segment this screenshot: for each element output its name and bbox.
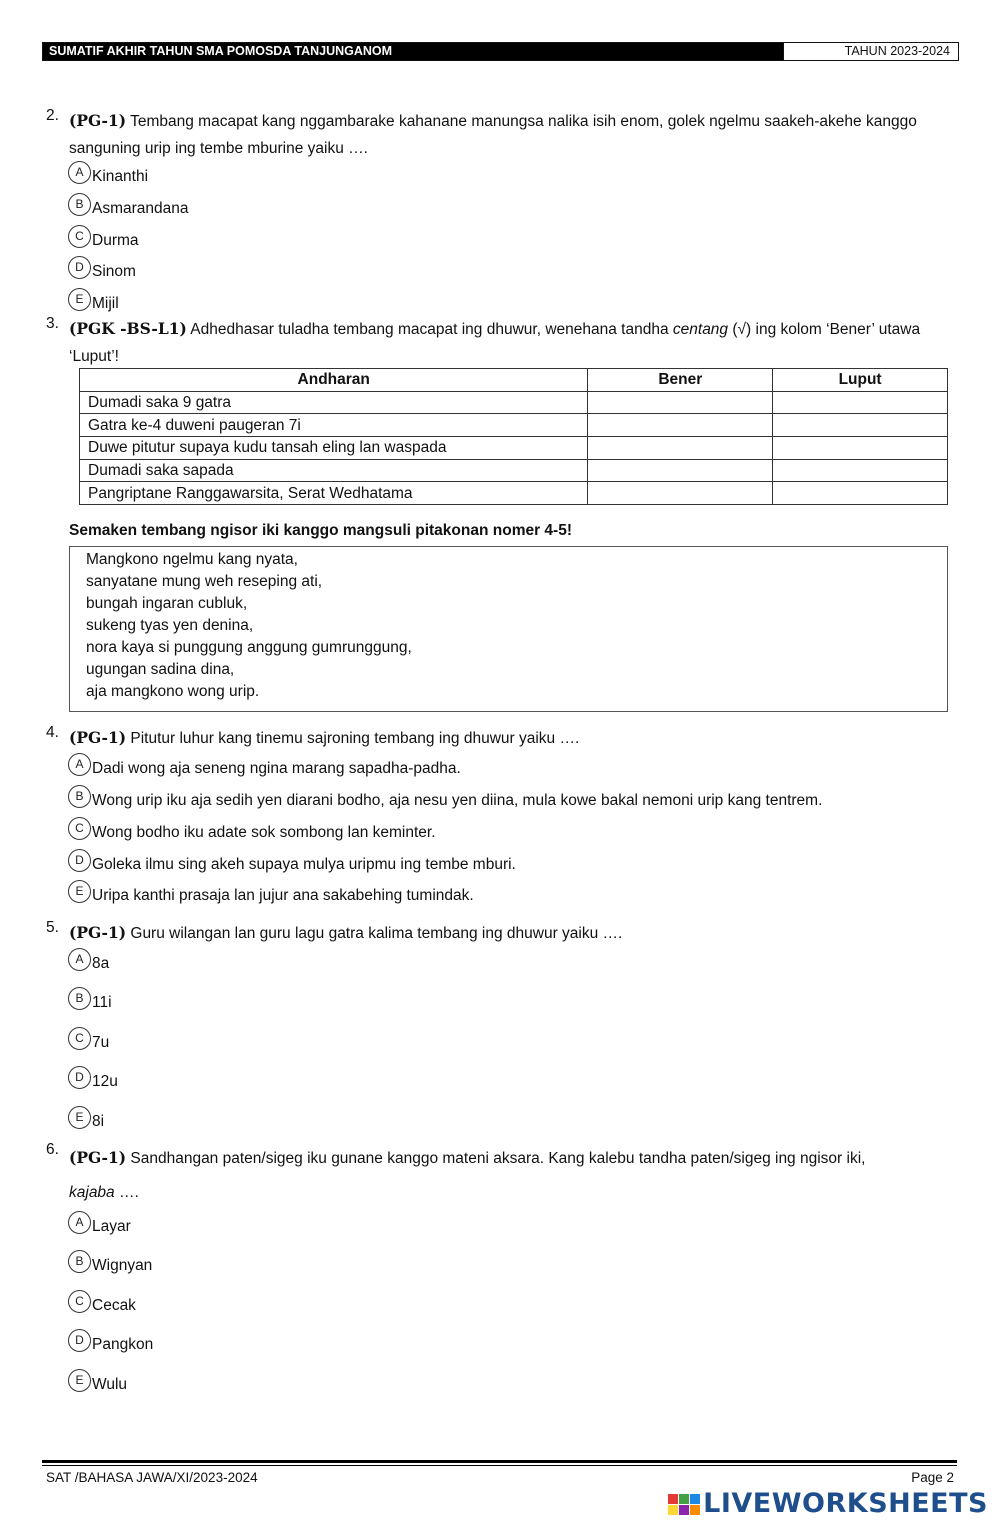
option-d[interactable] [68, 262, 136, 288]
option-e[interactable] [68, 1112, 104, 1138]
option-a[interactable] [68, 1217, 131, 1243]
table-row [80, 414, 948, 437]
option-d[interactable] [68, 1335, 153, 1361]
option-e[interactable] [68, 1375, 127, 1401]
table-row [80, 482, 948, 505]
option-c[interactable] [68, 231, 139, 257]
poem-line: ugungan sadina dina, [86, 661, 235, 678]
option-text: 11i [92, 994, 112, 1011]
option-d[interactable] [68, 1072, 118, 1098]
option-circle[interactable]: B [68, 1250, 91, 1273]
option-d[interactable] [68, 855, 516, 881]
question-text [69, 1141, 958, 1210]
question-5 [46, 919, 958, 947]
statement-cell: Dumadi saka 9 gatra [80, 391, 588, 414]
luput-cell[interactable] [773, 391, 948, 414]
luput-cell[interactable] [773, 459, 948, 482]
option-text: 12u [92, 1073, 118, 1090]
option-text: Asmarandana [92, 200, 189, 217]
option-circle[interactable]: E [68, 1106, 91, 1129]
option-text: 8i [92, 1113, 105, 1130]
option-text: Durma [92, 232, 139, 249]
poem-line: sukeng tyas yen denina, [86, 617, 254, 634]
option-circle[interactable]: C [68, 817, 91, 840]
option-circle[interactable]: C [68, 1027, 91, 1050]
question-body-end: …. [114, 1184, 139, 1201]
luput-cell[interactable] [773, 482, 948, 505]
option-text: Mijil [92, 295, 119, 312]
table-row [80, 459, 948, 482]
logo-square [690, 1505, 700, 1515]
page-header [42, 42, 959, 61]
column-header-andharan: Andharan [80, 369, 588, 392]
table-row [80, 437, 948, 460]
option-b[interactable] [68, 1256, 152, 1282]
option-circle[interactable]: A [68, 1211, 91, 1234]
question-body: Guru wilangan lan guru lagu gatra kalima tembang ing dhuwur yaiku …. [126, 925, 623, 942]
question-text [69, 919, 958, 947]
poem-line: bungah ingaran cubluk, [86, 595, 248, 612]
option-c[interactable] [68, 1296, 136, 1322]
option-text: Layar [92, 1218, 131, 1235]
statement-table [79, 368, 948, 505]
option-circle[interactable]: D [68, 256, 91, 279]
question-code: (PG-1) [69, 111, 127, 130]
header-title: SUMATIF AKHIR TAHUN SMA POMOSDA TANJUNGANOM [43, 43, 783, 60]
question-number: 4. [46, 724, 59, 741]
liveworksheets-text: LIVEWORKSHEETS [703, 1488, 988, 1519]
option-text: Dadi wong aja seneng ngina marang sapadha-padha. [92, 760, 461, 777]
question-number: 2. [46, 107, 59, 124]
option-circle[interactable]: E [68, 880, 91, 903]
option-a[interactable] [68, 954, 109, 980]
option-e[interactable] [68, 886, 474, 912]
option-circle[interactable]: A [68, 161, 91, 184]
question-italic: kajaba [69, 1184, 115, 1201]
logo-square [668, 1494, 678, 1504]
footer-rule [42, 1460, 957, 1463]
footer-rule-thin [42, 1465, 957, 1466]
question-text [69, 315, 958, 370]
option-b[interactable] [68, 791, 822, 817]
logo-square [679, 1494, 689, 1504]
option-text: Wulu [92, 1376, 128, 1393]
option-circle[interactable]: D [68, 1329, 91, 1352]
poem-line: sanyatane mung weh reseping ati, [86, 573, 323, 590]
question-number: 3. [46, 315, 59, 332]
statement-cell: Dumadi saka sapada [80, 459, 588, 482]
question-body: Sandhangan paten/sigeg iku gunane kanggo mateni aksara. Kang kalebu tandha paten/sigeg ing ngisor iki, [126, 1150, 866, 1167]
footer-course: SAT /BAHASA JAWA/XI/2023-2024 [46, 1470, 258, 1485]
option-text: Wong bodho iku adate sok sombong lan keminter. [92, 824, 436, 841]
statement-cell: Pangriptane Ranggawarsita, Serat Wedhatama [80, 482, 588, 505]
option-text: Wong urip iku aja sedih yen diarani bodho, aja nesu yen diina, mula kowe bakal nemoni urip kang tentrem. [92, 792, 823, 809]
question-4 [46, 724, 958, 752]
poem-line: Mangkono ngelmu kang nyata, [86, 551, 298, 568]
option-text: 8a [92, 955, 110, 972]
luput-cell[interactable] [773, 414, 948, 437]
option-b[interactable] [68, 993, 112, 1019]
question-italic: centang [672, 321, 729, 338]
option-circle[interactable]: B [68, 193, 91, 216]
option-circle[interactable]: C [68, 1290, 91, 1313]
question-code: (PG-1) [69, 728, 127, 747]
poem-line: aja mangkono wong urip. [86, 683, 260, 700]
table-row [80, 391, 948, 414]
option-circle[interactable]: D [68, 1066, 91, 1089]
option-text: Cecak [92, 1297, 136, 1314]
option-text: 7u [92, 1034, 110, 1051]
option-b[interactable] [68, 199, 189, 225]
option-text: Goleka ilmu sing akeh supaya mulya uripmu ing tembe mburi. [92, 856, 516, 873]
question-body: Pitutur luhur kang tinemu sajroning tembang ing dhuwur yaiku …. [126, 730, 580, 747]
table-header-row [80, 369, 948, 392]
option-a[interactable] [68, 759, 461, 785]
column-header-luput: Luput [773, 369, 948, 392]
question-code: (PG-1) [69, 1148, 127, 1167]
option-c[interactable] [68, 1033, 109, 1059]
question-number: 6. [46, 1141, 59, 1158]
bener-cell[interactable] [588, 391, 773, 414]
option-text: Uripa kanthi prasaja lan jujur ana sakabehing tumindak. [92, 887, 474, 904]
bener-cell[interactable] [588, 437, 773, 460]
option-a[interactable] [68, 167, 148, 193]
bener-cell[interactable] [588, 482, 773, 505]
option-text: Wignyan [92, 1257, 153, 1274]
question-body: Tembang macapat kang nggambarake kahanane manungsa nalika isih enom, golek ngelmu saakeh-akehe kanggo sanguning urip ing tembe mburine yaiku …. [69, 113, 917, 157]
option-circle[interactable]: E [68, 288, 91, 311]
question-6 [46, 1141, 958, 1210]
question-body: Adhedhasar tuladha tembang macapat ing dhuwur, wenehana tandha [186, 321, 673, 338]
statement-cell: Duwe pitutur supaya kudu tansah eling lan waspada [80, 437, 588, 460]
option-circle[interactable]: A [68, 753, 91, 776]
instruction-text: Semaken tembang ngisor iki kanggo mangsuli pitakonan nomer 4-5! [69, 522, 572, 539]
luput-cell[interactable] [773, 437, 948, 460]
question-3 [46, 315, 958, 370]
option-text: Pangkon [92, 1336, 154, 1353]
question-text [69, 107, 958, 162]
option-text: Kinanthi [92, 168, 149, 185]
question-code: (PG-1) [69, 923, 127, 942]
column-header-bener: Bener [588, 369, 773, 392]
footer-page-number: Page 2 [911, 1470, 954, 1485]
question-text [69, 724, 958, 752]
logo-square [690, 1494, 700, 1504]
liveworksheets-watermark [668, 1489, 988, 1519]
poem-line: nora kaya si punggung anggung gumrunggung, [86, 639, 412, 656]
question-code: (PGK -BS-L1) [69, 319, 187, 338]
option-circle[interactable]: B [68, 785, 91, 808]
question-2 [46, 107, 958, 162]
option-circle[interactable]: C [68, 225, 91, 248]
header-year: TAHUN 2023-2024 [783, 43, 958, 60]
logo-square [668, 1505, 678, 1515]
liveworksheets-logo-icon [668, 1494, 700, 1515]
option-c[interactable] [68, 823, 436, 849]
option-circle[interactable]: A [68, 948, 91, 971]
question-body-end: (√) ing kolom ‘Bener’ utawa ‘Luput’! [69, 321, 921, 365]
bener-cell[interactable] [588, 459, 773, 482]
bener-cell[interactable] [588, 414, 773, 437]
option-circle[interactable]: B [68, 987, 91, 1010]
option-circle[interactable]: E [68, 1369, 91, 1392]
logo-square [679, 1505, 689, 1515]
question-number: 5. [46, 919, 59, 936]
statement-cell: Gatra ke-4 duweni paugeran 7i [80, 414, 588, 437]
option-circle[interactable]: D [68, 849, 91, 872]
option-text: Sinom [92, 263, 136, 280]
poem-box [69, 546, 948, 712]
